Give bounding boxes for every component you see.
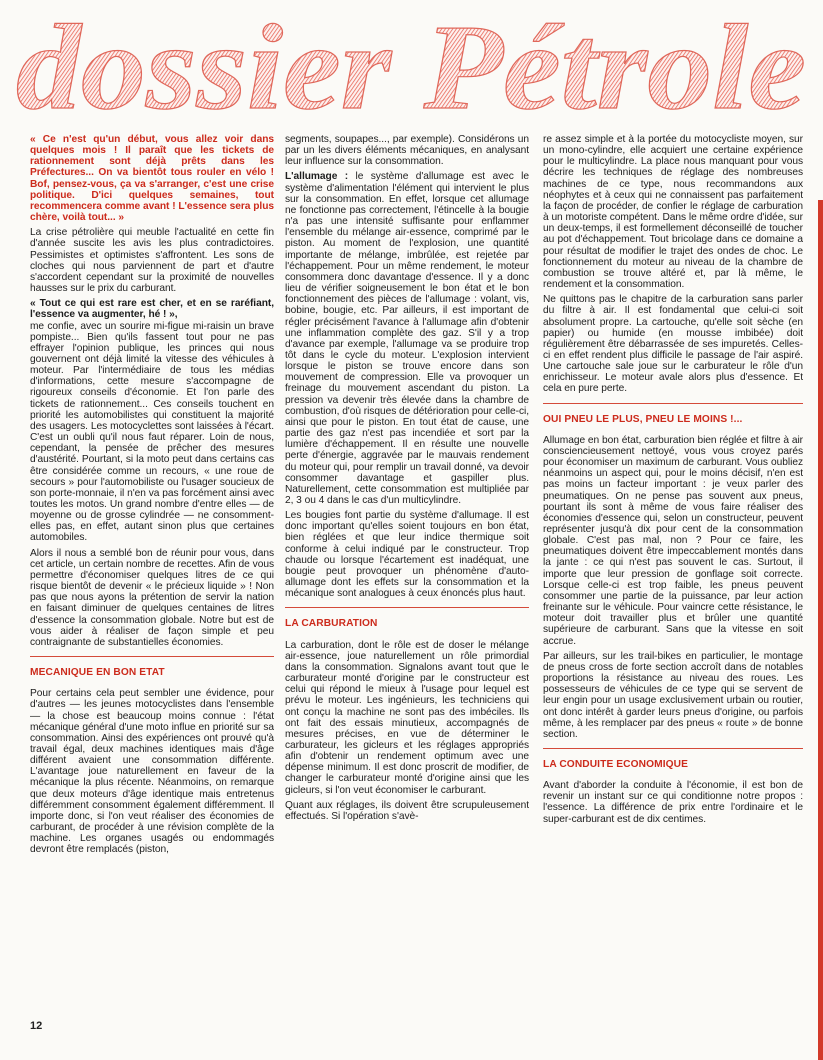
paragraph: Avant d'aborder la conduite à l'économie, il est bon de revenir un instant sur ce qui conditionne notre propos : l'essence. La différence de prix entre l'ordinaire et le super-carburant est de dix centimes.: [543, 780, 803, 825]
paragraph: Ne quittons pas le chapitre de la carburation sans parler du filtre à air. Il est fondamental que celui-ci soit absolument propre. La cartouche, qu'elle soit sèche (en papier) ou humide (en mousse imbibée) doit régulièrement être débarrassée de ses impuretés. Celles-ci en effet rendent plus difficile le passage de l'air aspiré. Une cartouche sale joue sur le carburateur le rôle d'un enrichisseur. Le moteur avale alors plus d'essence. Et cela en pure perte.: [543, 294, 803, 395]
paragraph: Les bougies font partie du système d'allumage. Il est donc important qu'elles soient toujours en bon état, bien réglées et que leur indice thermique soit conforme à celui indiqué par le constructeur. Trop chaude ou lorsque l'écartement est inadéquat, une bougie peut provoquer un phénomène d'auto-allumage dont les effets sur la consommation et la mécanique sont analogues à ceux énoncés plus haut.: [285, 510, 529, 600]
allumage-text: le système d'allumage est avec le système d'alimentation l'élément qui intervient le plus sur la consommation. En effet, lorsque cet allumage ne fonctionne pas correctement, l'étincelle à la bougie n'a pas une intensité suffisante pour enflammer l'ensemble du mélange air-essence, comprimé par le piston. Au moment de l'explosion, une quantité importante de mélange, imbrûlée, est rejetée par l'échappement. Pour un même rendement, le moteur consommera donc davantage d'essence. Il y a donc lieu de vérifier soigneusement le bon état et le bon fonctionnement des pièces de l'allumage : volant, vis, bobine, bougie, etc. Par ailleurs, il est important de régler précisément l'avance à l'allumage afin d'obtenir une inflammation complète des gaz. S'il y a trop d'avance par exemple, l'allumage va se produire trop tôt dans le cycle du moteur. L'explosion intervient lorsque le piston se trouve encore dans son mouvement de compression. Elle va provoquer un freinage du mouvement ascendant du piston. La pression va devenir très élevée dans la chambre de combustion, d'où risques de détérioration pour celle-ci, ainsi que pour le piston. En tout état de cause, une partie des gaz n'est pas incendiée et sort par la lumière d'échappement. Il en résulte une nouvelle perte d'énergie, aggravée par le mauvais rendement du moteur qui, pour remplir un travail donné, va devoir consommer davantage et gaspiller plus. Naturellement, cette consommation est multipliée par 2, 3 ou 4 dans le cas d'un multicylindre.: [285, 171, 529, 506]
column-1: [30, 134, 274, 1014]
section-divider: [30, 656, 274, 657]
section-divider: [543, 403, 803, 404]
intro-quote: « Ce n'est qu'un début, vous allez voir dans quelques mois ! Il paraît que les tickets de rationnement sont déjà prêts dans les Préfectures... On va bientôt tous rouler en vélo ! Bof, pensez-vous, ça va s'arranger, c'est une crise politique. D'ici quelques semaines, tout recommencera comme avant ! L'essence sera plus chère, voilà tout... »: [30, 134, 274, 224]
paragraph: re assez simple et à la portée du motocycliste moyen, sur un mono-cylindre, elle acquiert une certaine expérience pour le multicylindre. La place nous manquant pour vous décrire les techniques de réglage des nombreuses machines de ce type, nous recommandons aux néophytes et à ceux qui ne connaissent pas parfaitement la façon de procéder, de confier le réglage de carburation à un motoriste compétent. Dans le même ordre d'idée, sur un deux-temps, il est formellement déconseillé de toucher au pot d'échappement. Tout bricolage dans ce domaine a pour résultat de modifier le trajet des ondes de choc. Le fonctionnement du moteur au niveau de la chambre de combustion se trouve altéré et, par là même, le rendement et la consommation.: [543, 134, 803, 291]
page-edge-marker: [818, 200, 823, 1060]
dossier-title: dossier Pétrole: [16, 0, 806, 128]
section-heading: LA CARBURATION: [285, 618, 378, 630]
column-2: [285, 134, 529, 1014]
paragraph: me confie, avec un sourire mi-figue mi-raisin un brave pompiste... Bien qu'ils fassent tout pour ne pas effrayer l'opinion publique, les princes qui nous gouvernent ont déjà limité la vitesse des véhicules à moteur. Par l'intermédiaire de tous les médias d'informations, cette mesure s'accompagne de rigoureux conseils d'économie. Et l'on parle des tickets de rationnement... Ces conseils touchent en priorité les automobilistes qui constituent la majorité des usagers. Les motocyclettes sont laissées à l'écart. C'est un oubli qu'il nous faut réparer. Loin de nous, cependant, la pensée de prêcher des mesures d'austérité. Pourtant, si la moto peut dans certains cas être considérée comme un recours, « une roue de secours » pour l'automobiliste ou l'usager soucieux de son porte-monnaie, il n'en va pas forcément ainsi avec toutes les motos. Un grand nombre d'entre elles — de moyenne ou de grosse cylindrée — ne consomment-elles pas, en effet, autant sinon plus que certaines automobiles.: [30, 320, 274, 544]
column-3: [543, 134, 803, 1014]
paragraph: Allumage en bon état, carburation bien réglée et filtre à air consciencieusement nettoyé, vous vous croyez parés pour économiser un maximum de carburant. Vous oubliez néanmoins un aspect qui, pour le moins décisif, n'en est pas moins un facteur important : je veux parler des pneumatiques. On ne pense pas souvent aux pneus, pourtant ils sont à même de vous faire réaliser des économies d'essence qui, selon un constructeur, peuvent représenter jusqu'à dix pour cent de la consommation globale. C'est pas mal, non ? Pour ce faire, les pneumatiques doivent être impeccablement montés dans la jante : ce qui n'est pas souvent le cas. Surtout, il importe que leur pression de gonflage soit correcte. Lorsque celle-ci est trop faible, les pneus peuvent consommer une partie de la puissance, par leur action freinante sur le véhicule. Pour vaincre cette résistance, le moteur doit travailler plus et brûler une quantité supérieure de carburant. Sans que la vitesse en soit accrue.: [543, 434, 803, 647]
section-divider: [285, 607, 529, 608]
paragraph: Pour certains cela peut sembler une évidence, pour d'autres — les jeunes motocyclistes dans l'ensemble — la chose est beaucoup moins connue : l'état mécanique général d'une moto influe en priorité sur sa consommation. Ainsi des expériences ont prouvé qu'à travail égal, deux machines identiques mais d'âge différent avaient une consommation différente. L'avantage joue naturellement en faveur de la mécanique la plus récente. Néanmoins, on remarque que deux moteurs d'âge identique mais entretenus différemment consomment également différemment. Il importe donc, si l'on veut réaliser des économies de carburant, de procéder à une révision complète de la machine. Les organes usagés ou endommagés devront être remplacés (piston,: [30, 688, 274, 856]
paragraph: Alors il nous a semblé bon de réunir pour vous, dans cet article, un certain nombre de recettes. Afin de vous permettre d'économiser quelques litres de ce qui risque bientôt de devenir « le précieux liquide » ! Non pas que nous ayons la prétention de servir la nation en faisant diminuer de quelques centaines de litres d'essence la consommation globale. Notre but est de vous aider à réaliser de façon simple et peu contraignante de substantielles économies.: [30, 547, 274, 648]
paragraph: La crise pétrolière qui meuble l'actualité en cette fin d'année suscite les avis les plus contradictoires. Pessimistes et optimistes s'affrontent. Les sons de cloches qui nous parviennent de part et d'autre s'accordent cependant sur la proximité de nouvelles hausses sur le prix du carburant.: [30, 227, 274, 295]
section-heading: OUI PNEU LE PLUS, PNEU LE MOINS !...: [543, 413, 743, 425]
section-heading: MECANIQUE EN BON ETAT: [30, 667, 165, 679]
paragraph: La carburation, dont le rôle est de doser le mélange air-essence, joue naturellement un rôle primordial dans la consommation. Signalons avant tout que le carburateur monté d'origine par le constructeur est celui qui répond le mieux à l'usage pour lequel est prévu le moteur. Les ingénieurs, les techniciens qui ont conçu la machine ne sont pas des imbéciles. Ils ont fait des essais minutieux, accompagnés de mesures précises, en vue de déterminer le carburateur, les gicleurs et les réglages appropriés afin d'obtenir un rendement optimum avec une dépense minimum. Il est donc proscrit de modifier, de changer le carburateur monté d'origine ainsi que les gicleurs, si l'on veut économiser le carburant.: [285, 639, 529, 796]
section-divider: [543, 748, 803, 749]
article-body: [30, 134, 805, 1014]
page-number: 12: [30, 1020, 43, 1032]
pull-quote: « Tout ce qui est rare est cher, et en se raréfiant, l'essence va augmenter, hé ! »,: [30, 298, 274, 321]
paragraph: Quant aux réglages, ils doivent être scrupuleusement effectués. Si l'opération s'avè-: [285, 799, 529, 822]
page-header: [0, 0, 823, 128]
title-banner: [0, 0, 823, 128]
paragraph: Par ailleurs, sur les trail-bikes en particulier, le montage de pneus cross de forte section accroît dans de notables proportions la résistance au niveau des roues. Les possesseurs de véhicules de ce type qui se servent de leur engin pour un usage exclusivement urbain ou routier, ont donc intérêt à garder leurs pneus d'origine, ou parfois même, à les remplacer par des pneus « route » de bonne section.: [543, 650, 803, 740]
allumage-label: L'allumage :: [285, 171, 349, 183]
section-heading: LA CONDUITE ECONOMIQUE: [543, 758, 689, 770]
paragraph: segments, soupapes..., par exemple). Considérons un par un les divers éléments mécaniques, en analysant leur influence sur la consommation.: [285, 134, 529, 168]
paragraph-allumage: [285, 171, 529, 506]
